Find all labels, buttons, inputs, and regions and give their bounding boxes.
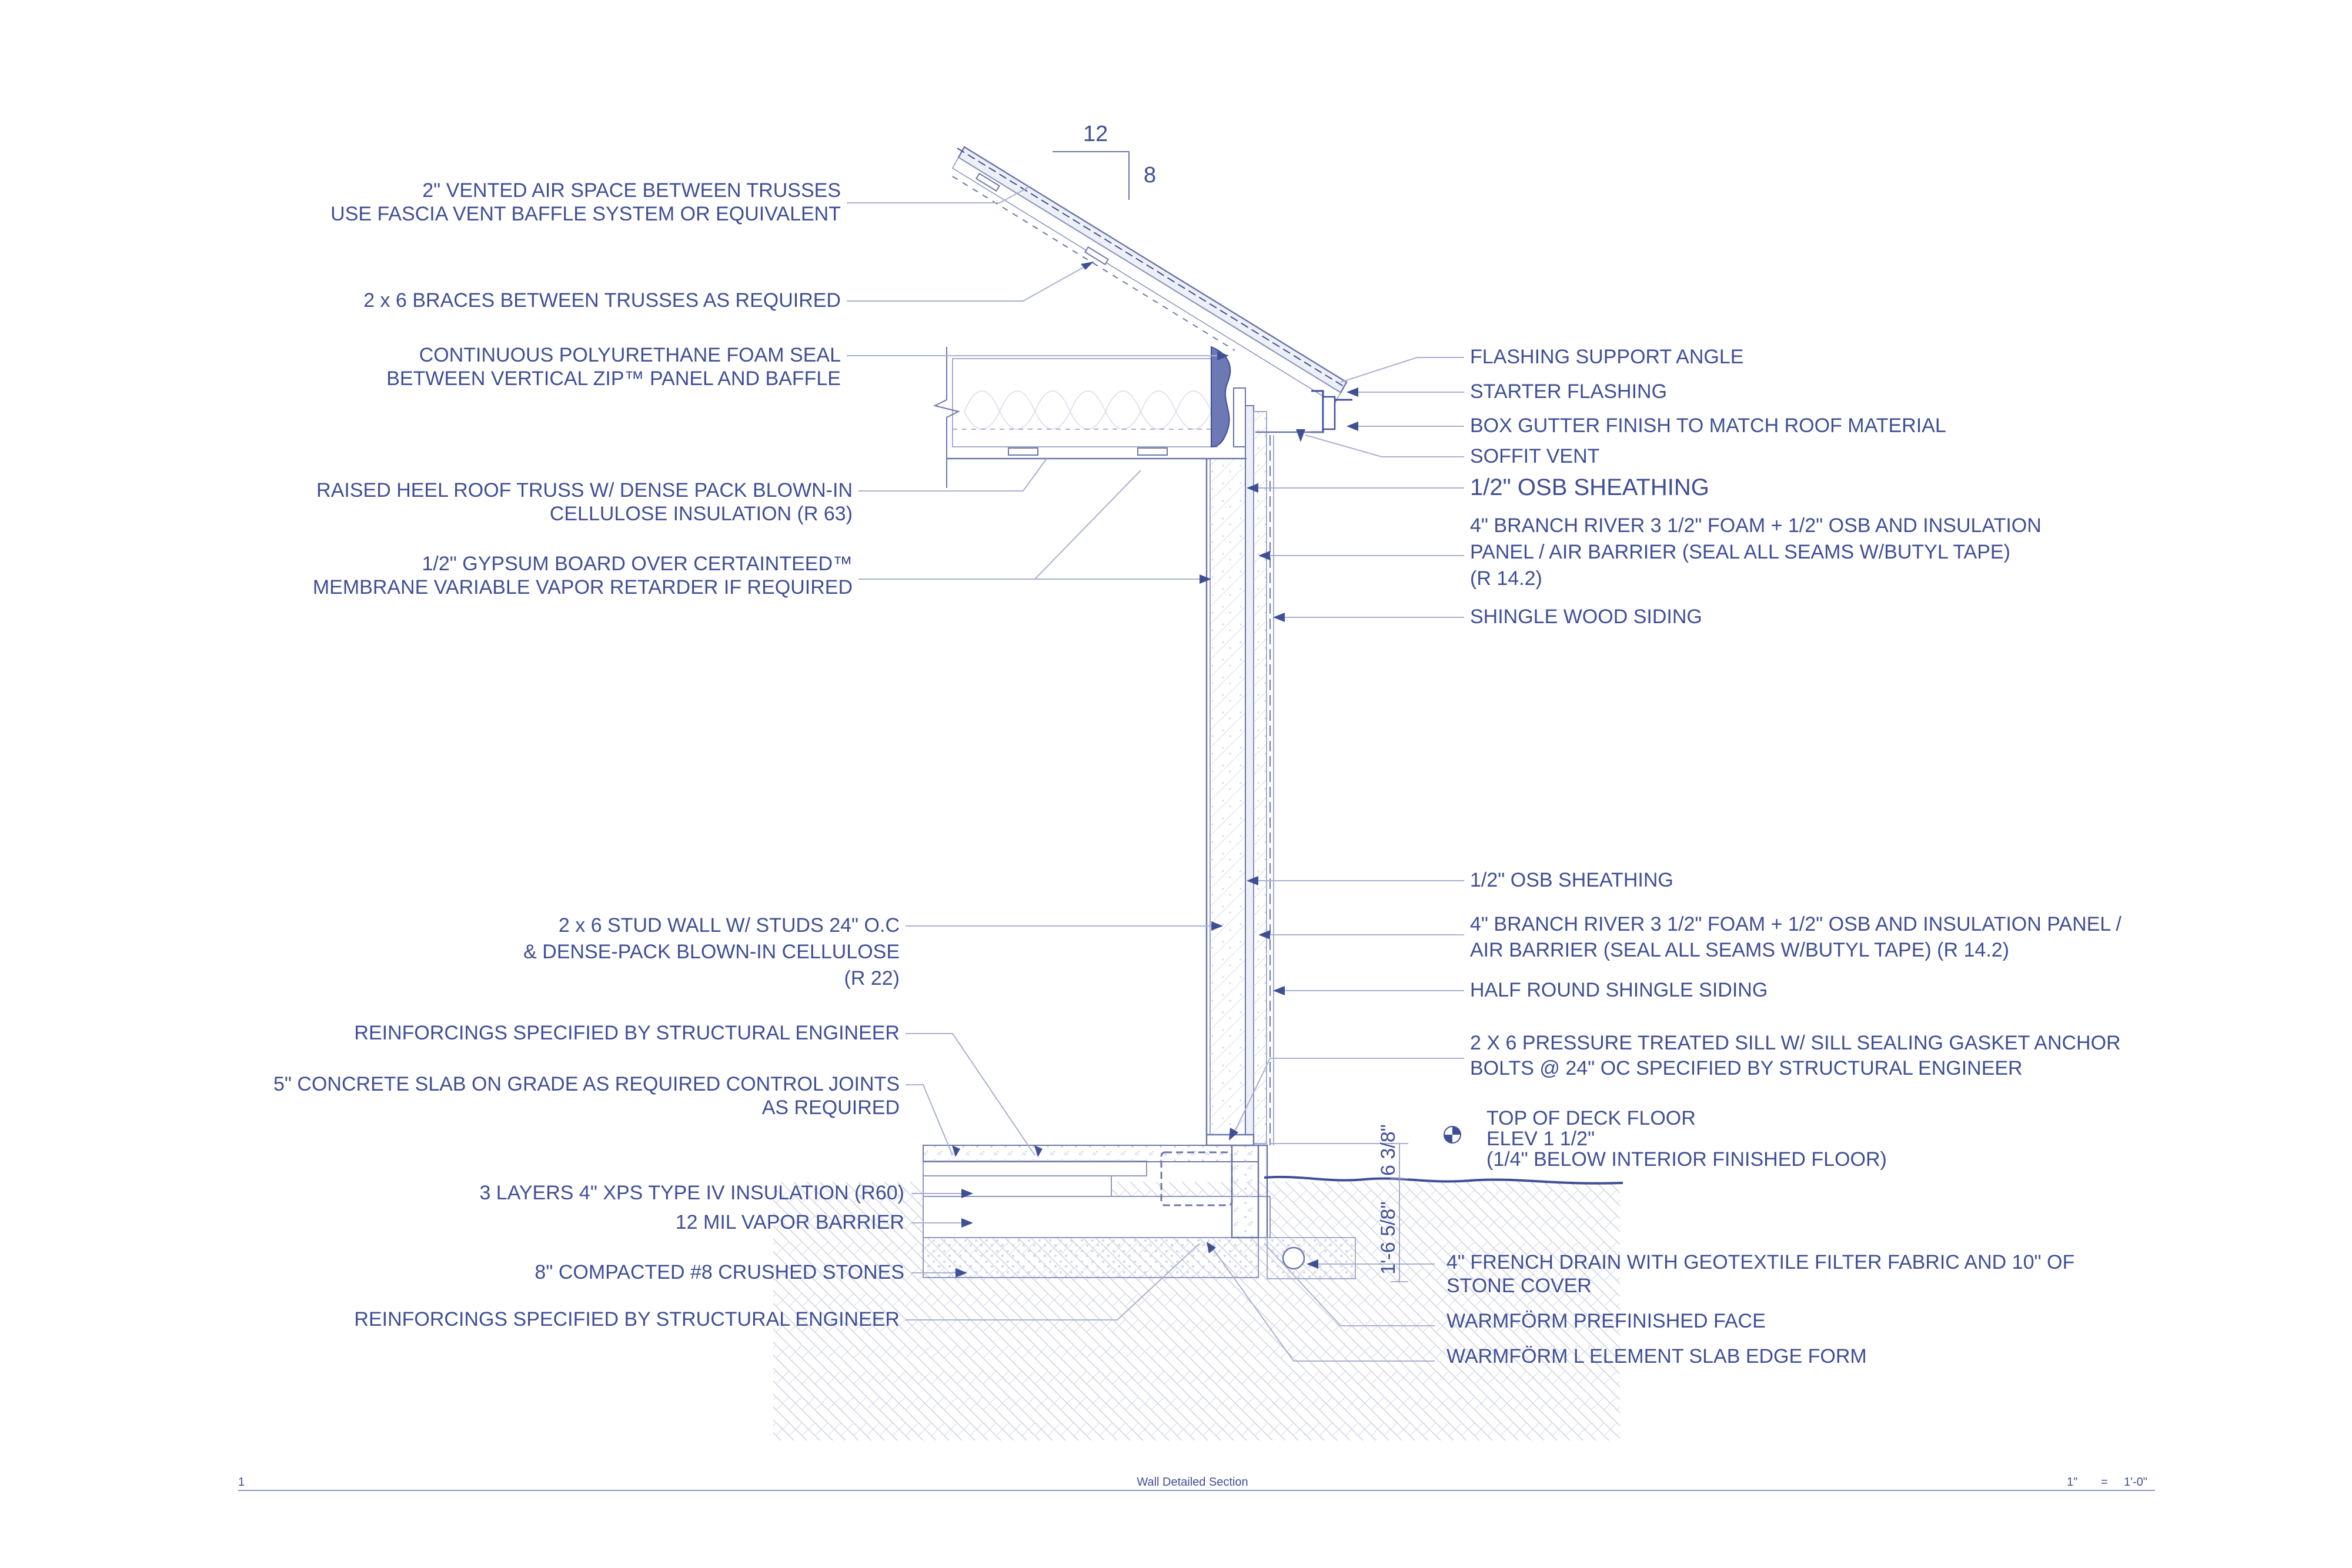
callout-vented-air-2: USE FASCIA VENT BAFFLE SYSTEM OR EQUIVALENT	[330, 203, 841, 225]
wall-assembly	[1207, 406, 1274, 1145]
slope-indicator	[1053, 122, 1156, 200]
callout-flashing-angle: FLASHING SUPPORT ANGLE	[1470, 346, 1744, 368]
callout-sill-2: BOLTS @ 24" OC SPECIFIED BY STRUCTURAL ENGINEER	[1470, 1057, 2023, 1079]
slope-triangle	[1053, 152, 1129, 200]
callout-crushed-stones: 8" COMPACTED #8 CRUSHED STONES	[534, 1261, 904, 1283]
starter-flashing	[1323, 397, 1335, 429]
slope-run: 8	[1144, 163, 1157, 188]
foam-seal	[1211, 347, 1230, 447]
callout-shingle-siding: SHINGLE WOOD SIDING	[1470, 606, 1702, 628]
drawing-number: 1	[238, 1476, 245, 1489]
arrow-gutter	[1347, 422, 1358, 431]
arrow-braces	[1081, 262, 1094, 270]
callout-deck-1: TOP OF DECK FLOOR	[1486, 1107, 1696, 1129]
stud-cavity-cellulose	[1210, 459, 1245, 1135]
callout-slab-1: 5" CONCRETE SLAB ON GRADE AS REQUIRED CONTROL JOINTS	[273, 1073, 900, 1095]
scale-right: 1'-0"	[2124, 1476, 2147, 1489]
xps-insulation-layer-3	[923, 1161, 1147, 1176]
ceiling-plate-2	[1138, 448, 1167, 455]
callout-slab-2: AS REQUIRED	[761, 1096, 900, 1119]
callout-braces: 2 x 6 BRACES BETWEEN TRUSSES AS REQUIRED	[363, 289, 841, 312]
title-block	[238, 1476, 2155, 1490]
callout-box-gutter: BOX GUTTER FINISH TO MATCH ROOF MATERIAL	[1470, 414, 1946, 437]
callout-prefinished-face: WARMFÖRM PREFINISHED FACE	[1446, 1310, 1766, 1332]
callout-deck-3: (1/4" BELOW INTERIOR FINISHED FLOOR)	[1486, 1148, 1887, 1171]
callout-osb-bottom: 1/2" OSB SHEATHING	[1470, 869, 1673, 891]
scale-eq: =	[2101, 1476, 2108, 1489]
callout-vapor-barrier: 12 MIL VAPOR BARRIER	[675, 1211, 904, 1233]
arrow-starter	[1347, 387, 1358, 397]
callout-branch-top-1: 4" BRANCH RIVER 3 1/2" FOAM + 1/2" OSB AND INSULATION	[1470, 514, 2042, 537]
elevation-marker-icon	[1444, 1126, 1461, 1143]
callout-osb-top: 1/2" OSB SHEATHING	[1470, 474, 1709, 500]
scale-left: 1"	[2067, 1476, 2078, 1489]
callout-xps: 3 LAYERS 4" XPS TYPE IV INSULATION (R60)	[479, 1182, 904, 1204]
xps-insulation-layer-1	[923, 1196, 1270, 1238]
dim-upper: 6 3/8"	[1377, 1124, 1399, 1176]
warmform-l-element	[1232, 1145, 1258, 1238]
exterior-foam-panel	[1254, 412, 1267, 1144]
callout-french-drain-1: 4" FRENCH DRAIN WITH GEOTEXTILE FILTER FABRIC AND 10" OF	[1446, 1251, 2075, 1273]
dim-lower: 1'-6 5/8"	[1377, 1201, 1399, 1275]
ceiling-plate-1	[1008, 448, 1038, 455]
callout-starter-flashing: STARTER FLASHING	[1470, 380, 1668, 403]
callout-branch-top-2: PANEL / AIR BARRIER (SEAL ALL SEAMS W/BUTYL TAPE)	[1470, 541, 2010, 563]
callout-reinforcing-top: REINFORCINGS SPECIFIED BY STRUCTURAL ENGINEER	[354, 1022, 900, 1044]
arrow-gypsum	[1200, 574, 1211, 584]
leader-raised-heel	[858, 459, 1047, 491]
callout-stud-wall-2: & DENSE-PACK BLOWN-IN CELLULOSE	[523, 941, 900, 963]
leader-reinforcing-top	[906, 1034, 1035, 1155]
concrete-slab	[923, 1145, 1258, 1162]
callout-gypsum-1: 1/2" GYPSUM BOARD OVER CERTAINTEED™	[422, 553, 853, 575]
drain-stone-cover	[1267, 1238, 1355, 1279]
callout-l-element: WARMFÖRM L ELEMENT SLAB EDGE FORM	[1446, 1345, 1867, 1368]
callout-gypsum-2: MEMBRANE VARIABLE VAPOR RETARDER IF REQUIRED	[312, 576, 853, 599]
roof-assembly	[935, 147, 1352, 488]
leader-flashing-angle	[1341, 357, 1464, 382]
ceiling-insulation	[953, 359, 1217, 447]
slope-rise: 12	[1083, 122, 1108, 146]
callout-branch-bottom-2: AIR BARRIER (SEAL ALL SEAMS W/BUTYL TAPE) (R 14.2)	[1470, 939, 2010, 961]
callout-reinforcing-bottom: REINFORCINGS SPECIFIED BY STRUCTURAL ENGINEER	[354, 1308, 900, 1330]
callout-stud-wall-1: 2 x 6 STUD WALL W/ STUDS 24" O.C	[558, 914, 900, 937]
callout-stud-wall-3: (R 22)	[844, 967, 900, 989]
arrow-soffit	[1296, 429, 1305, 442]
osb-sheathing	[1245, 406, 1254, 1144]
callout-foam-seal-2: BETWEEN VERTICAL ZIP™ PANEL AND BAFFLE	[386, 367, 841, 390]
left-callouts	[273, 179, 904, 1330]
callout-french-drain-2: STONE COVER	[1446, 1275, 1592, 1297]
leader-soffit	[1305, 435, 1464, 457]
callout-branch-top-3: (R 14.2)	[1470, 567, 1542, 590]
callout-half-round: HALF ROUND SHINGLE SIDING	[1470, 979, 1768, 1001]
arrow-half-round	[1273, 986, 1285, 995]
drawing-title: Wall Detailed Section	[1137, 1476, 1248, 1489]
callout-vented-air-1: 2" VENTED AIR SPACE BETWEEN TRUSSES	[422, 179, 841, 202]
leader-braces	[847, 262, 1094, 301]
callout-raised-heel-2: CELLULOSE INSULATION (R 63)	[549, 503, 853, 525]
french-drain-pipe	[1283, 1248, 1304, 1269]
callout-branch-bottom-1: 4" BRANCH RIVER 3 1/2" FOAM + 1/2" OSB AND INSULATION PANEL /	[1470, 913, 2122, 935]
arrow-shingle	[1273, 613, 1285, 622]
leader-gypsum	[858, 470, 1141, 579]
callout-deck-2: ELEV 1 1/2"	[1486, 1128, 1595, 1150]
callout-raised-heel-1: RAISED HEEL ROOF TRUSS W/ DENSE PACK BLOWN-IN	[316, 479, 853, 502]
callout-soffit-vent: SOFFIT VENT	[1470, 445, 1600, 467]
callout-sill-1: 2 X 6 PRESSURE TREATED SILL W/ SILL SEALING GASKET ANCHOR	[1470, 1032, 2121, 1054]
callout-foam-seal-1: CONTINUOUS POLYURETHANE FOAM SEAL	[419, 344, 841, 366]
box-gutter	[1311, 391, 1323, 432]
heel-block	[1234, 388, 1245, 447]
